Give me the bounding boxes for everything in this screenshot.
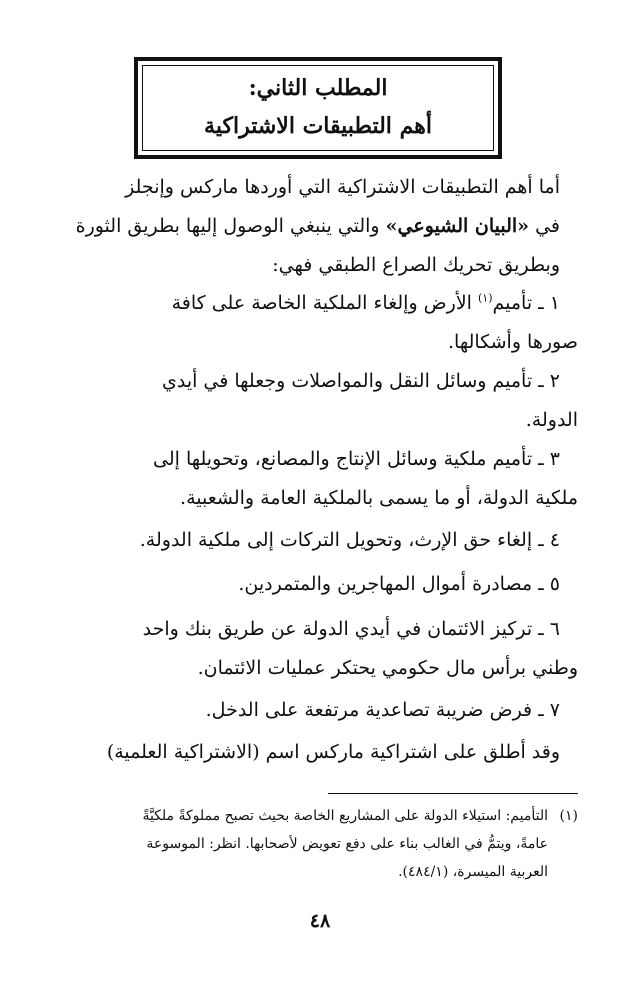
footnote-line-1-text: التأميم: استيلاء الدولة على المشاريع الخاصة بحيث تصبح مملوكةً ملكيَّةً — [142, 808, 548, 824]
list-item-2-line-1: ٢ ـ تأميم وسائل النقل والمواصلات وجعلها في أيدي — [161, 370, 560, 392]
list-item-7-line-1: ٧ ـ فرض ضريبة تصاعدية مرتفعة على الدخل. — [205, 699, 560, 721]
list-item-3-line-2: ملكية الدولة، أو ما يسمى بالملكية العامة والشعبية. — [180, 487, 578, 509]
list-item-4-line-1: ٤ ـ إلغاء حق الإرث، وتحويل التركات إلى ملكية الدولة. — [139, 529, 560, 551]
intro-line-1: أما أهم التطبيقات الاشتراكية التي أوردها ماركس وإنجلز — [125, 176, 560, 198]
list-item-6-line-2: وطني برأس مال حكومي يحتكر عمليات الائتمان. — [197, 657, 578, 679]
list-item-3 — [62, 440, 578, 518]
section-title-line-2: أهم التطبيقات الاشتراكية — [204, 113, 432, 139]
section-title-box — [134, 57, 502, 159]
list-item-7 — [62, 691, 578, 730]
footnote-line-3 — [60, 858, 578, 886]
list-item-2-line-2: الدولة. — [525, 409, 578, 431]
footnote-line-2-text: عامةً، ويتمُّ في الغالب بناء على دفع تعويض لأصحابها. انظر: الموسوعة — [146, 836, 548, 852]
book-title-communist-manifesto: «البيان الشيوعي» — [385, 215, 530, 237]
intro-line-2-suffix: والتي ينبغي الوصول إليها بطريق الثورة — [75, 215, 386, 237]
list-item-3-line-1: ٣ ـ تأميم ملكية وسائل الإنتاج والمصانع، وتحويلها إلى — [153, 448, 560, 470]
footnote — [60, 802, 578, 886]
footnote-reference[interactable]: (١) — [477, 291, 493, 305]
intro-paragraph — [62, 168, 578, 285]
closing-line-1: وقد أطلق على اشتراكية ماركس اسم (الاشتراكية العلمية) — [106, 741, 560, 763]
footnote-number: (١) — [559, 808, 578, 824]
footnote-line-3-text: العربية الميسرة، (٤٨٤/١). — [398, 864, 548, 880]
list-item-6-line-1: ٦ ـ تركيز الائتمان في أيدي الدولة عن طريق بنك واحد — [142, 618, 560, 640]
intro-line-2 — [62, 207, 560, 246]
footnote-separator — [328, 793, 578, 794]
footnote-line-1 — [60, 802, 578, 830]
list-item-5 — [62, 565, 578, 604]
footnote-line-2 — [60, 830, 578, 858]
section-title-line-1: المطلب الثاني: — [248, 75, 388, 101]
list-item-6 — [62, 610, 578, 688]
list-item-2 — [62, 362, 578, 440]
list-item-1-prefix: ١ ـ تأميم — [492, 292, 560, 314]
page-number: ٤٨ — [309, 910, 331, 932]
intro-line-2-prefix: في — [529, 215, 560, 237]
list-item-1-line-2: صورها وأشكالها. — [447, 331, 578, 353]
list-item-1 — [62, 284, 578, 362]
intro-line-3: وبطريق تحريك الصراع الطبقي فهي: — [272, 254, 560, 276]
list-item-5-line-1: ٥ ـ مصادرة أموال المهاجرين والمتمردين. — [238, 573, 560, 595]
list-item-4 — [62, 521, 578, 560]
closing-paragraph — [62, 733, 578, 772]
list-item-1-suffix: الأرض وإلغاء الملكية الخاصة على كافة — [171, 292, 478, 314]
list-item-1-line-1 — [62, 284, 578, 323]
